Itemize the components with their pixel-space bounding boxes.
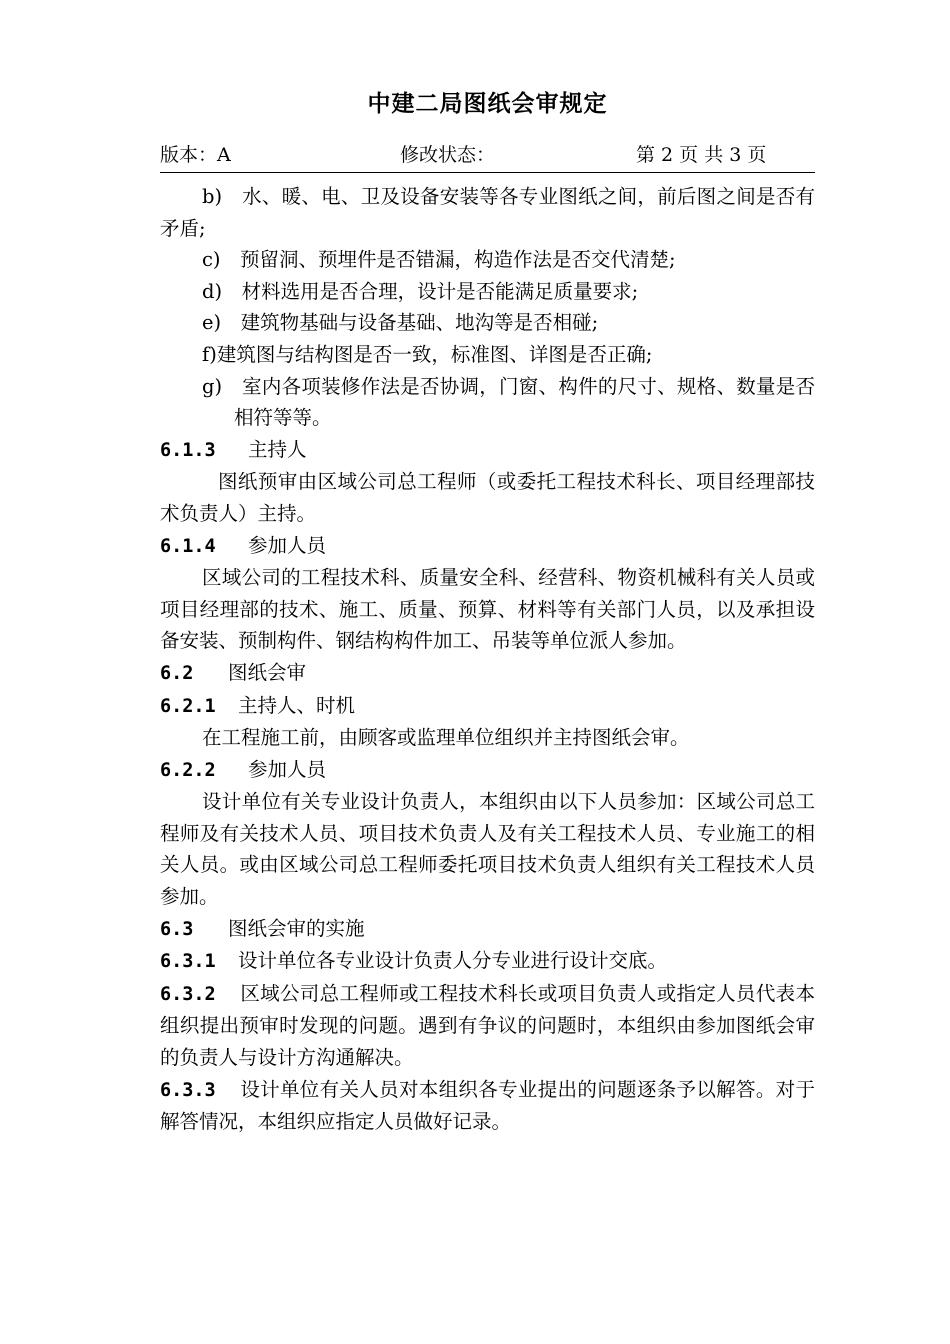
- section-number: 6.3: [160, 918, 194, 940]
- list-item-d: d) 材料选用是否合理，设计是否能满足质量要求;: [202, 279, 639, 303]
- section-number: 6.2.2: [160, 759, 216, 781]
- section-number: 6.1.4: [160, 535, 216, 557]
- header-page-number: 第 2 页 共 3 页: [636, 144, 767, 166]
- section-heading-6-3: [160, 913, 815, 946]
- section-title: 主持人: [248, 437, 307, 461]
- section-number: 6.2: [160, 662, 194, 684]
- section-heading-6-2-2: [160, 754, 815, 787]
- section-heading-6-1-3: [160, 434, 815, 467]
- section-number: 6.1.3: [160, 439, 216, 461]
- section-title: 参加人员: [248, 757, 327, 781]
- list-item-f: f)建筑图与结构图是否一致，标准图、详图是否正确;: [202, 342, 653, 366]
- list-item-c: c) 预留洞、预埋件是否错漏，构造作法是否交代清楚;: [202, 248, 676, 272]
- paragraph: 在工程施工前，由顾客或监理单位组织并主持图纸会审。: [202, 726, 690, 750]
- document-title: 中建二局图纸会审规定: [367, 91, 608, 117]
- list-item-b: b) 水、暖、电、卫及设备安装等各专业图纸之间，前后图之间是否有矛盾;: [160, 185, 815, 240]
- numbered-paragraph-6-3-2: [160, 978, 815, 1074]
- section-number: 6.3.3: [160, 1079, 216, 1101]
- document-body: [160, 181, 815, 1138]
- list-item-g: g) 室内各项装修作法是否协调，门窗、构件的尺寸、规格、数量是否相符等等。: [202, 374, 815, 430]
- paragraph: 设计单位有关专业设计负责人，本组织由以下人员参加：区域公司总工程师及有关技术人员、项目技术负责人及有关工程技术人员、专业施工的相关人员。或由区域公司总工程师委托项目技术负责人组织有关工程技术人员参加。: [160, 790, 815, 909]
- section-number: 6.3.1: [160, 951, 216, 973]
- header-revision-status: 修改状态：: [400, 144, 496, 166]
- section-number: 6.3.2: [160, 983, 216, 1005]
- section-title: 参加人员: [248, 533, 327, 557]
- section-title: 图纸会审的实施: [228, 916, 365, 940]
- list-item-e: e) 建筑物基础与设备基础、地沟等是否相碰;: [202, 311, 599, 335]
- section-number: 6.2.1: [160, 695, 216, 717]
- numbered-paragraph-6-3-3: [160, 1074, 815, 1138]
- document-header: [160, 138, 815, 173]
- header-version: 版本：A: [160, 144, 231, 166]
- section-heading-6-2-1: [160, 690, 815, 723]
- section-heading-6-1-4: [160, 530, 815, 563]
- section-title: 图纸会审: [228, 660, 307, 684]
- section-heading-6-3-1: [160, 945, 815, 978]
- paragraph-text: 区域公司总工程师或工程技术科长或项目负责人或指定人员代表本组织提出预审时发现的问题。遇到有争议的问题时，本组织由参加图纸会审的负责人与设计方沟通解决。: [160, 981, 815, 1070]
- paragraph: 图纸预审由区域公司总工程师（或委托工程技术科长、项目经理部技术负责人）主持。: [160, 470, 815, 525]
- section-text: 设计单位各专业设计负责人分专业进行设计交底。: [238, 949, 668, 973]
- section-title: 主持人、时机: [238, 693, 356, 717]
- section-heading-6-2: [160, 657, 815, 690]
- paragraph-text: 设计单位有关人员对本组织各专业提出的问题逐条予以解答。对于解答情况，本组织应指定人员做好记录。: [160, 1077, 815, 1134]
- paragraph: 区域公司的工程技术科、质量安全科、经营科、物资机械科有关人员或项目经理部的技术、施工、质量、预算、材料等有关部门人员，以及承担设备安装、预制构件、钢结构构件加工、吊装等单位派人参加。: [160, 566, 815, 653]
